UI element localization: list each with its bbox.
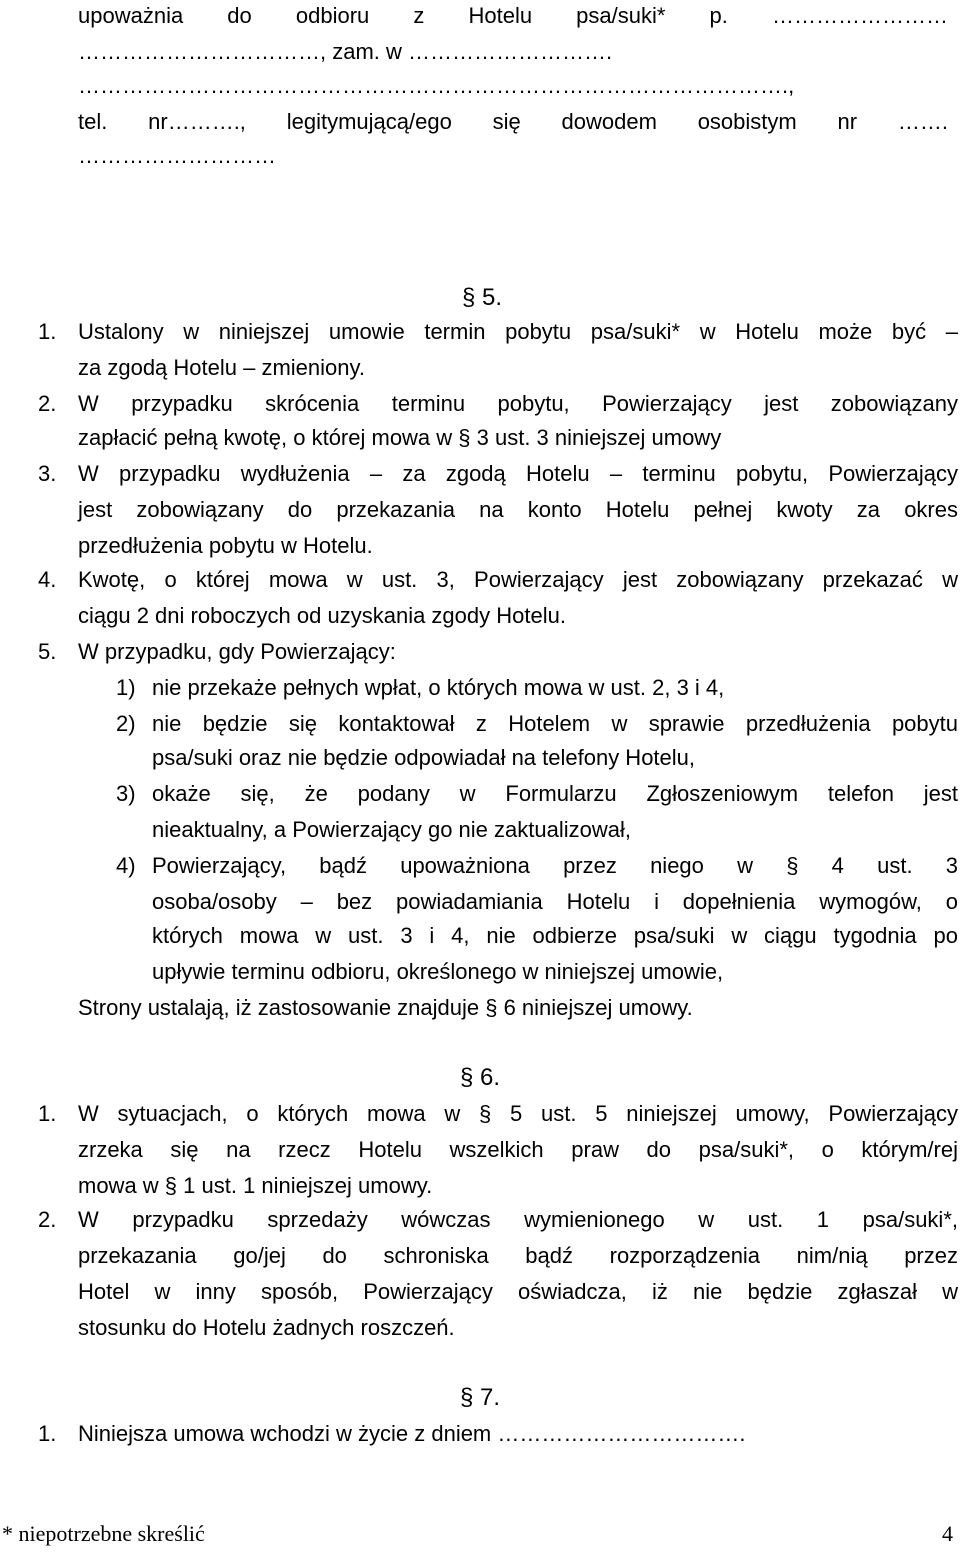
s6-item-2-line-1: W przypadku sprzedaży wówczas wymienionego w ust. 1 psa/suki*, [78,1207,958,1232]
section-6-heading: § 6. [460,1064,501,1091]
s5-subitem-4-line-3: których mowa w ust. 3 i 4, nie odbierze psa/suki w ciągu tygodnia po [152,923,958,948]
s5-item-5-number: 5. [38,639,57,664]
s5-item-2-line-2: zapłacić pełną kwotę, o której mowa w § 3 ust. 3 niniejszej umowy [78,425,722,450]
s5-subitem-3-line-2: nieaktualny, a Powierzający go nie zaktualizował, [152,817,631,842]
s5-item-2-line-1: W przypadku skrócenia terminu pobytu, Powierzający jest zobowiązany [78,391,958,416]
s5-subitem-4-line-1: Powierzający, bądź upoważniona przez niego w § 4 ust. 3 [152,853,958,878]
s6-item-1-line-1: W sytuacjach, o których mowa w § 5 ust. 5 niniejszej umowy, Powierzający [78,1101,958,1126]
intro-line-2: ……………………………, zam. w ………………………. [78,39,613,64]
s5-item-4-line-1: Kwotę, o której mowa w ust. 3, Powierzający jest zobowiązany przekazać w [78,567,958,592]
s5-subitem-4-line-2: osoba/osoby – bez powiadamiania Hotelu i dopełnienia wymogów, o [152,889,958,914]
s5-subitem-1-line-1: nie przekaże pełnych wpłat, o których mowa w ust. 2, 3 i 4, [152,675,725,700]
s5-item-2-number: 2. [38,391,57,416]
s5-subitem-2-line-1: nie będzie się kontaktował z Hotelem w sprawie przedłużenia pobytu [152,711,958,736]
s5-item-3-line-3: przedłużenia pobytu w Hotelu. [78,533,373,558]
s6-item-2-line-2: przekazania go/jej do schroniska bądź rozporządzenia nim/nią przez [78,1243,958,1268]
section-5-heading: § 5. [462,284,503,311]
s5-item-3-line-1: W przypadku wydłużenia – za zgodą Hotelu – terminu pobytu, Powierzający [78,461,958,486]
s5-item-1-number: 1. [38,319,57,344]
intro-line-4: tel. nr………., legitymującą/ego się dowodem osobistym nr ……. [78,109,948,134]
s5-item-3-line-2: jest zobowiązany do przekazania na konto Hotelu pełnej kwoty za okres [78,497,958,522]
footer-note: * niepotrzebne skreślić [2,1521,205,1546]
s7-item-1-line-1: Niniejsza umowa wchodzi w życie z dniem ……………………………. [78,1421,746,1446]
s5-item-1-line-1: Ustalony w niniejszej umowie termin pobytu psa/suki* w Hotelu może być – [78,319,958,344]
s5-subitem-2-number: 2) [116,711,136,736]
section-7-heading: § 7. [460,1384,501,1411]
s7-item-1-number: 1. [38,1421,57,1446]
s6-item-1-line-2: zrzeka się na rzecz Hotelu wszelkich praw do psa/suki*, o którym/rej [78,1137,958,1162]
s5-subitem-1-number: 1) [116,675,136,700]
s5-subitem-2-line-2: psa/suki oraz nie będzie odpowiadał na telefony Hotelu, [152,745,696,770]
intro-line-5: ……………………… [78,143,276,168]
intro-line-3: ……………………………………………………………………………………., [78,73,795,98]
s6-item-2-number: 2. [38,1207,57,1232]
s6-item-1-number: 1. [38,1101,57,1126]
page-number: 4 [942,1521,953,1546]
s5-item-5-line-1: W przypadku, gdy Powierzający: [78,639,396,664]
s5-item-1-line-2: za zgodą Hotelu – zmieniony. [78,355,365,380]
s5-subitem-4-line-4: upływie terminu odbioru, określonego w niniejszej umowie, [152,959,724,984]
s5-subitem-4-number: 4) [116,853,136,878]
s5-subitem-3-number: 3) [116,781,136,806]
s5-subitem-3-line-1: okaże się, że podany w Formularzu Zgłoszeniowym telefon jest [152,781,958,806]
s6-item-2-line-3: Hotel w inny sposób, Powierzający oświadcza, iż nie będzie zgłaszał w [78,1279,958,1304]
s5-item-4-number: 4. [38,567,57,592]
s5-item-3-number: 3. [38,461,57,486]
s6-item-2-line-4: stosunku do Hotelu żadnych roszczeń. [78,1315,455,1340]
s5-closing: Strony ustalają, iż zastosowanie znajduje § 6 niniejszej umowy. [78,995,693,1020]
s6-item-1-line-3: mowa w § 1 ust. 1 niniejszej umowy. [78,1173,433,1198]
intro-line-1: upoważnia do odbioru z Hotelu psa/suki* p. …………………… [78,3,948,28]
s5-item-4-line-2: ciągu 2 dni roboczych od uzyskania zgody Hotelu. [78,603,566,628]
